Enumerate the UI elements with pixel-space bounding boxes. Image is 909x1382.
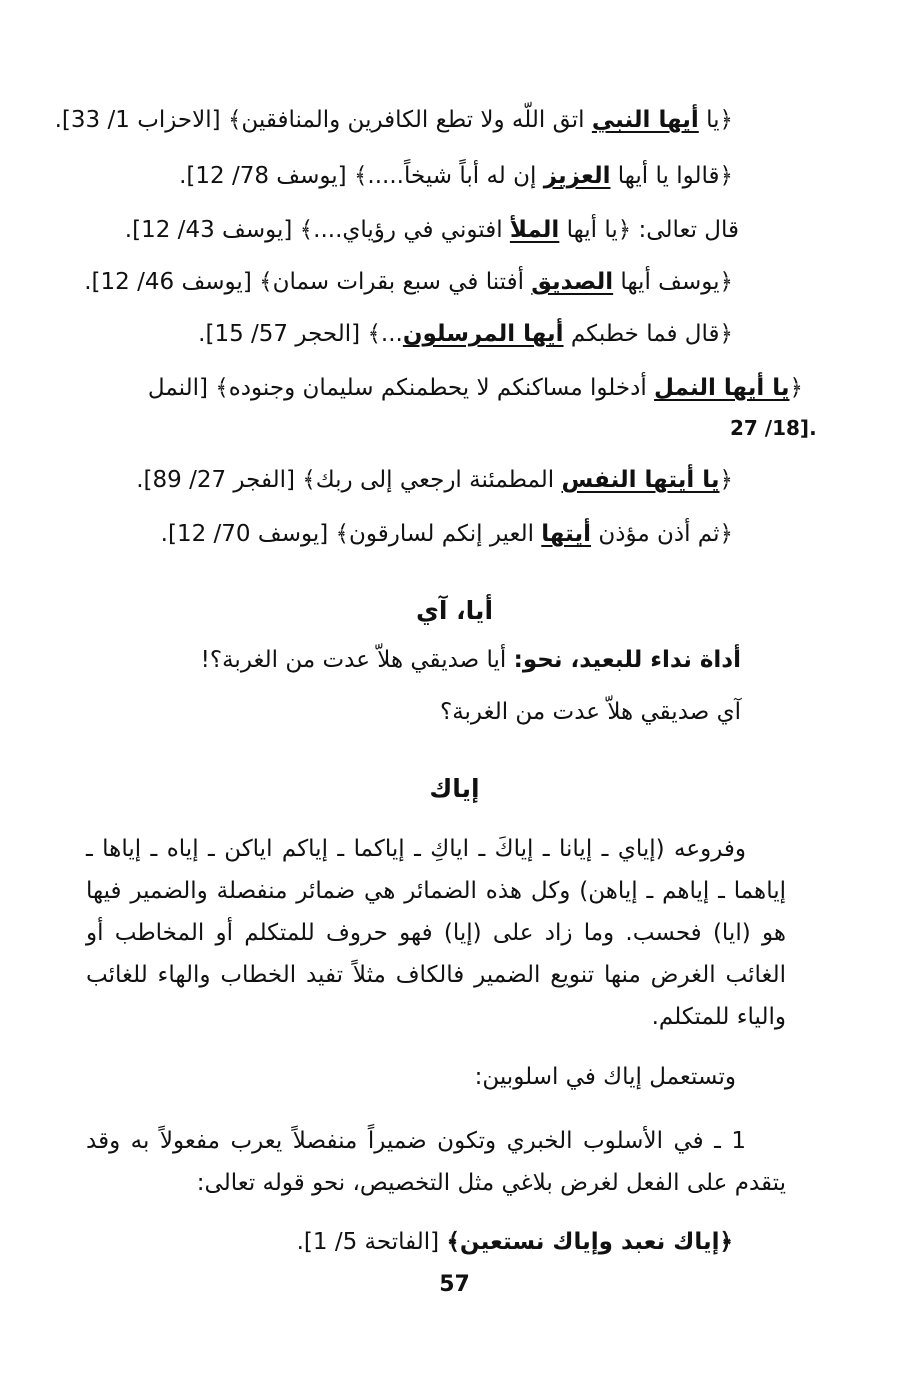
verse-keyword: أيها المرسلون: [402, 321, 564, 347]
page-number: 57: [439, 1272, 470, 1297]
iyyak-verse-line: ﴿إياك نعبد وإياك نستعين﴾ [الفاتحة 5/ 1].: [296, 1229, 733, 1255]
iyyak-paragraph-1: وفروعه (إياي ـ إيانا ـ إياكَ ـ اياكِ ـ إياكما ـ إياكم اياكن ـ إياه ـ إياها ـ إياهما ـ إياهم ـ إياهن) وكل هذه الضمائر هي ضمائر منفصلة والضمير فيها هو (ايا) فحسب. وما زاد على (إيا) فهو حروف للمتكلم أو المخاطب أو الغائب الغرض منها تنويع الضمير فالكاف مثلاً تفيد الخطاب والهاء للغائب والياء للمتكلم.: [86, 836, 786, 1030]
verse-keyword: الملأ: [509, 217, 560, 243]
verse-line-3: قال تعالى: ﴿يا أيها الملأ افتوني في رؤياي....﴾ [يوسف 43/ 12].: [124, 217, 739, 243]
verse-line-6: ﴿يا أيها النمل أدخلوا مساكنكم لا يحطمنكم سليمان وجنوده﴾ [النمل: [147, 375, 803, 401]
verse-line-7: ﴿يا أيتها النفس المطمئنة ارجعي إلى ربك﴾ [الفجر 27/ 89].: [136, 467, 733, 493]
verse-keyword: أيتها: [541, 521, 592, 547]
verse-line-6-continued: 27 /18].: [730, 416, 817, 440]
verse-line-4: ﴿يوسف أيها الصديق أفتنا في سبع بقرات سمان﴾ [يوسف 46/ 12].: [84, 269, 733, 295]
verse-keyword: يا أيتها النفس: [561, 467, 720, 493]
verse-keyword: أيها النبي: [591, 107, 699, 133]
verse-line-1: ﴿يا أيها النبي اتق اللّه ولا تطع الكافرين والمنافقين﴾ [الاحزاب 1/ 33].: [54, 107, 733, 133]
verse-line-5: ﴿قال فما خطبكم أيها المرسلون...﴾ [الحجر 57/ 15].: [198, 321, 733, 347]
aya-definition-line: أداة نداء للبعيد، نحو: أيا صديقي هلاّ عدت من الغربة؟!: [200, 647, 741, 673]
iyyak-paragraph-3: 1 ـ في الأسلوب الخبري وتكون ضميراً منفصلاً يعرب مفعولاً به وقد يتقدم على الفعل لغرض بلاغي مثل التخصيص، نحو قوله تعالى:: [86, 1128, 786, 1196]
verse-line-2: ﴿قالوا يا أيها العزيز إن له أباً شيخاً.....﴾ [يوسف 78/ 12].: [179, 163, 733, 189]
verse-keyword: يا أيها النمل: [654, 375, 790, 401]
verse-keyword: الصديق: [531, 269, 614, 295]
section-heading-aya: أيا، آي: [415, 596, 494, 625]
aya-example-line: آي صديقي هلاّ عدت من الغربة؟: [439, 699, 741, 725]
iyyak-paragraph-2: وتستعمل إياك في اسلوبين:: [474, 1064, 736, 1090]
verse-keyword: العزيز: [543, 163, 611, 189]
verse-line-8: ﴿ثم أذن مؤذن أيتها العير إنكم لسارقون﴾ [يوسف 70/ 12].: [160, 521, 733, 547]
section-heading-iyyak: إياك: [429, 774, 480, 803]
